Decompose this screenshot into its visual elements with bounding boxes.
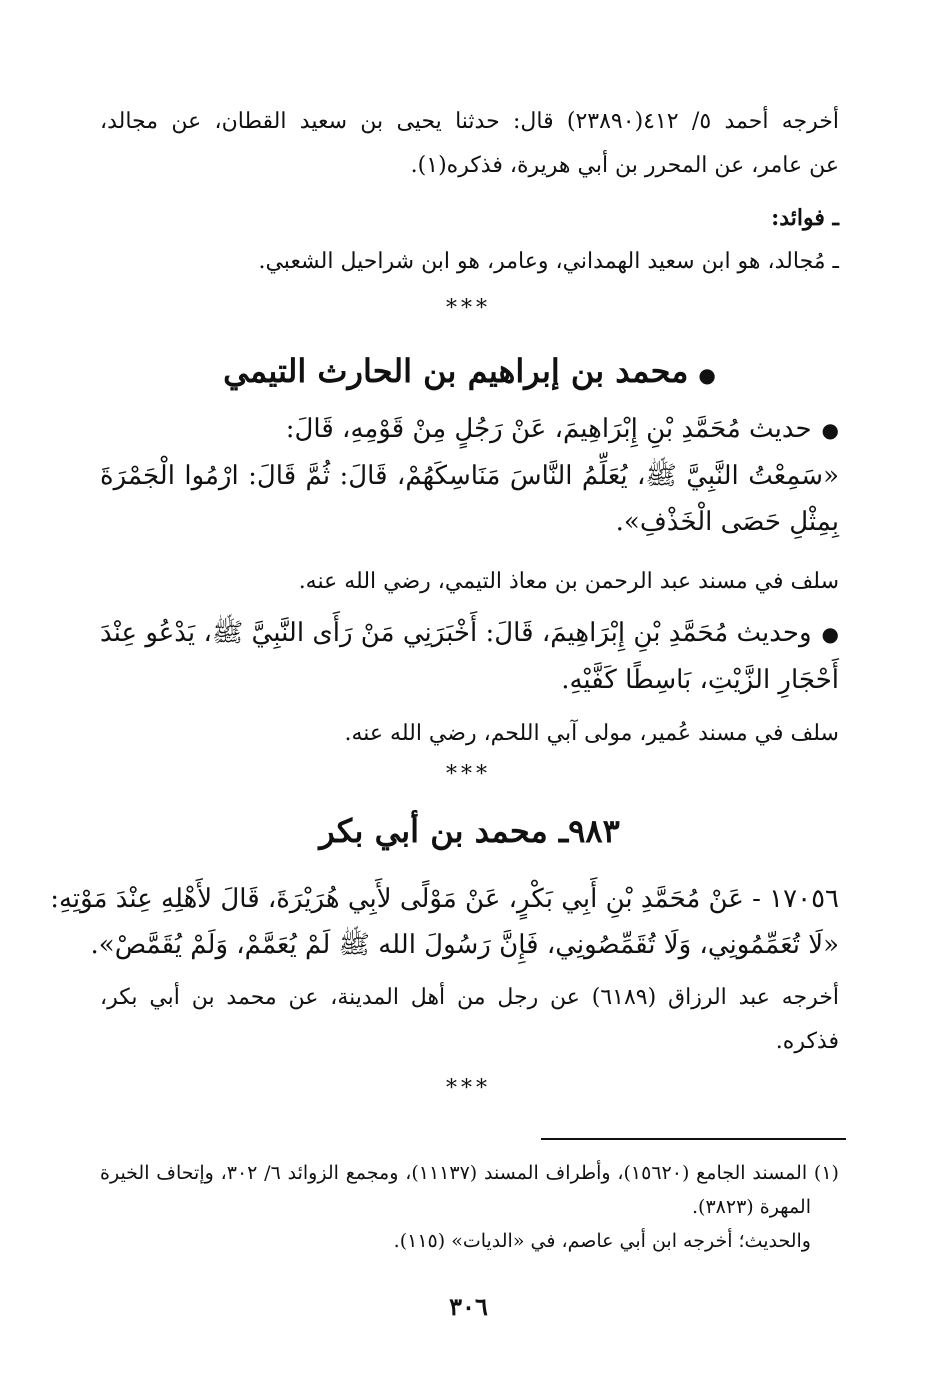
- text-line: أخرجه عبد الرزاق (٦١٨٩) عن رجل من أهل المدينة، عن محمد بن أبي بكر،: [100, 985, 839, 1010]
- separator-stars: ***: [446, 762, 491, 787]
- fawaid-label: ـ فوائد:: [771, 205, 839, 231]
- bullet-icon: ●: [698, 363, 716, 387]
- hadith-text: وحديث مُحَمَّدِ بْنِ إِبْرَاهِيمَ، قَالَ: أَخْبَرَنِي مَنْ رَأَى النَّبِيَّ ﷺ، يَدْعُو عِنْدَ: [100, 618, 812, 648]
- separator-stars: ***: [446, 296, 491, 321]
- bullet-icon: ●: [821, 418, 839, 442]
- text-line: «سَمِعْتُ النَّبِيَّ ﷺ، يُعَلِّمُ النَّاسَ مَنَاسِكَهُمْ، قَالَ: ثُمَّ قَالَ: ارْمُوا الْجَمْرَةَ: [100, 461, 839, 491]
- note-block-2: [100, 712, 839, 756]
- text-line: [100, 406, 839, 453]
- text-line: أخرجه أحمد ٥/ ٤١٢(٢٣٨٩٠) قال: حدثنا يحيى بن سعيد القطان، عن مجالد،: [100, 109, 839, 134]
- text-line: أَحْجَارِ الزَّيْتِ، بَاسِطًا كَفَّيْهِ.: [561, 665, 839, 695]
- footnote-line: المهرة (٣٨٢٣).: [692, 1196, 811, 1218]
- takhrij-paragraph-top: [100, 100, 839, 188]
- separator-stars: ***: [446, 1076, 491, 1101]
- fawaid-section: [100, 196, 839, 284]
- page-number: ٣٠٦: [449, 1292, 488, 1321]
- text-line: سلف في مسند عبد الرحمن بن معاذ التيمي، رضي الله عنه.: [298, 569, 839, 594]
- text-line: سلف في مسند عُمير، مولى آبي اللحم، رضي الله عنه.: [344, 721, 839, 746]
- section-heading: [100, 352, 839, 390]
- fawaid-text: ـ مُجالد، هو ابن سعيد الهمداني، وعامر، هو ابن شراحيل الشعبي.: [258, 249, 839, 274]
- heading-text: محمد بن إبراهيم بن الحارث التيمي: [223, 352, 689, 390]
- note-block-1: [100, 560, 839, 604]
- text-line: ١٧٠٥٦ - عَنْ مُحَمَّدِ بْنِ أَبِي بَكْرٍ، عَنْ مَوْلًى لأَبِي هُرَيْرَةَ، قَالَ لأَهْلِهِ عِنْدَ مَوْتِهِ:: [50, 884, 839, 914]
- text-line: «لَا تُعَمِّمُونِي، وَلَا تُقَمِّصُونِي، فَإِنَّ رَسُولَ الله ﷺ لَمْ يُعَمَّمْ، وَلَمْ يُقَمَّصْ».: [90, 930, 839, 960]
- hadith-block-2: [100, 610, 839, 703]
- footnote-line: والحديث؛ أخرجه ابن أبي عاصم، في «الديات» (١١٥).: [393, 1230, 811, 1252]
- text-line: فذكره.: [775, 1029, 839, 1054]
- hadith-block-1: [100, 406, 839, 545]
- hadith-block-3: [50, 876, 839, 968]
- takhrij-paragraph: [100, 976, 839, 1064]
- footnote-line: (١) المسند الجامع (١٥٦٢٠)، وأطراف المسند (١١١٣٧)، ومجمع الزوائد ٦/ ٣٠٢، وإتحاف الخيرة: [100, 1162, 839, 1184]
- footnote-divider: [541, 1138, 846, 1140]
- section-heading: ٩٨٣ـ محمد بن أبي بكر: [319, 812, 620, 850]
- text-line: بِمِثْلِ حَصَى الْخَذْفِ».: [615, 507, 839, 537]
- footnotes: [100, 1156, 839, 1258]
- bullet-icon: ●: [821, 622, 839, 646]
- hadith-text: حديث مُحَمَّدِ بْنِ إِبْرَاهِيمَ، عَنْ رَجُلٍ مِنْ قَوْمِهِ، قَالَ:: [285, 414, 812, 444]
- text-line: [100, 610, 839, 657]
- text-line: عن عامر، عن المحرر بن أبي هريرة، فذكره(١).: [410, 153, 839, 178]
